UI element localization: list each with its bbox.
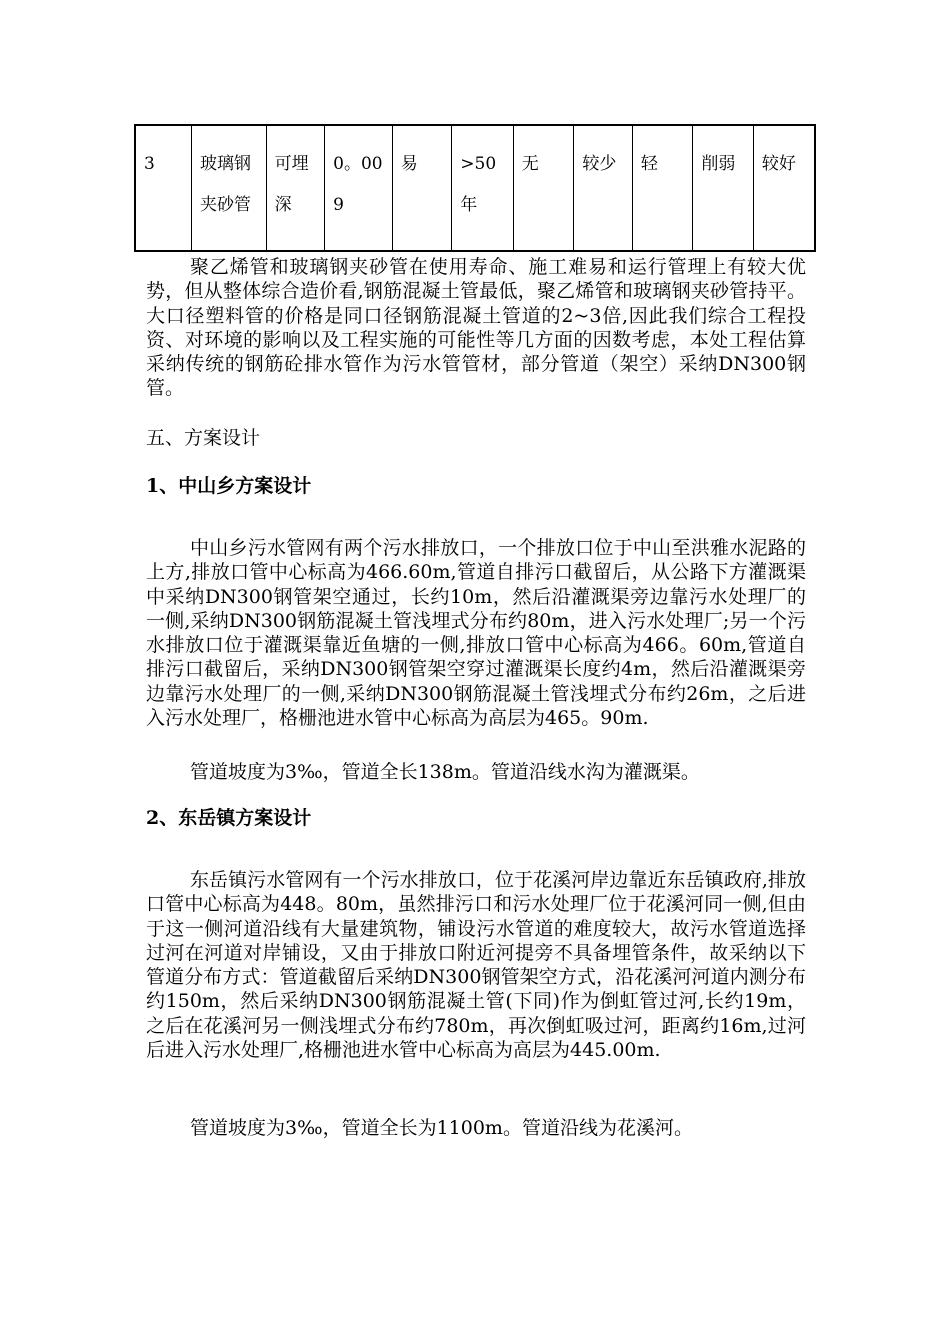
paragraph-dongyue-design: 东岳镇污水管网有一个污水排放口，位于花溪河岸边靠近东岳镇政府,排放口管中心标高为448。80m，虽然排污口和污水处理厂位于花溪河同一侧,但由于这一侧河道沿线有大量建筑物，铺设污水管道的难度较大，故污水管道选择过河在河道对岸铺设，又由于排放口附近河提旁不具备埋管条件，故采纳以下管道分布方式：管道截留后采纳DN300钢管架空方式，沿花溪河河道内测分布约150m，然后采纳DN300钢筋混凝土管(下同)作为倒虹管过河,长约19m，之后在花溪河另一侧浅埋式分布约780m，再次倒虹吸过河，距离约16m,过河后进入污水处理厂,格栅池进水管中心标高为高层为445.00m. [146,869,806,1062]
table-cell-rating: 较好 [753,125,815,251]
table-row [135,125,815,251]
paragraph-material-summary: 聚乙烯管和玻璃钢夹砂管在使用寿命、施工难易和运行管理上有较大优势，但从整体综合造价看,钢筋混凝土管最低，聚乙烯管和玻璃钢夹砂管持平。大口径塑料管的价格是同口径钢筋混凝土管道的2~3倍,因此我们综合工程投资、对环境的影响以及工程实施的可能性等几方面的因数考虑，本处工程估算采纳传统的钢筋砼排水管作为污水管管材，部分管道（架空）采纳DN300钢管。 [146,256,806,400]
table-cell-pipe-type: 玻璃钢夹砂管 [191,125,266,251]
paragraph-dongyue-slope: 管道坡度为3‰，管道全长为1100m。管道沿线为花溪河。 [190,1117,693,1139]
paragraph-zhongshan-slope: 管道坡度为3‰，管道全长138m。管道沿线水沟为灌溉渠。 [190,761,700,783]
table-cell-index: 3 [135,125,191,251]
section-heading-scheme-design: 五、方案设计 [146,427,261,449]
table-cell-roughness: 0。009 [325,125,393,251]
table-cell-construction: 易 [392,125,452,251]
subsection-heading-dongyue: 2、东岳镇方案设计 [146,807,312,829]
table-cell-corrosion: 无 [513,125,574,251]
table-cell-strength: 削弱 [693,125,754,251]
subsection-heading-zhongshan: 1、中山乡方案设计 [146,475,312,497]
pipe-comparison-table [134,124,816,252]
table-cell-maintenance: 较少 [574,125,633,251]
table-cell-lifespan: >50年 [452,125,514,251]
paragraph-zhongshan-design: 中山乡污水管网有两个污水排放口，一个排放口位于中山至洪雅水泥路的上方,排放口管中心标高为466.60m,管道自排污口截留后，从公路下方灌溉渠中采纳DN300钢管架空通过，长约10m，然后沿灌溉渠旁边靠污水处理厂的一侧,采纳DN300钢筋混凝土管浅埋式分布约80m，进入污水处理厂;另一个污水排放口位于灌溉渠靠近鱼塘的一侧,排放口管中心标高为466。60m,管道自排污口截留后，采纳DN300钢管架空穿过灌溉渠长度约4m，然后沿灌溉渠旁边靠污水处理厂的一侧,采纳DN300钢筋混凝土管浅埋式分布约26m，之后进入污水处理厂，格栅池进水管中心标高为高层为465。90m. [146,537,806,730]
table-cell-weight: 轻 [632,125,693,251]
table-cell-depth: 可埋深 [266,125,325,251]
